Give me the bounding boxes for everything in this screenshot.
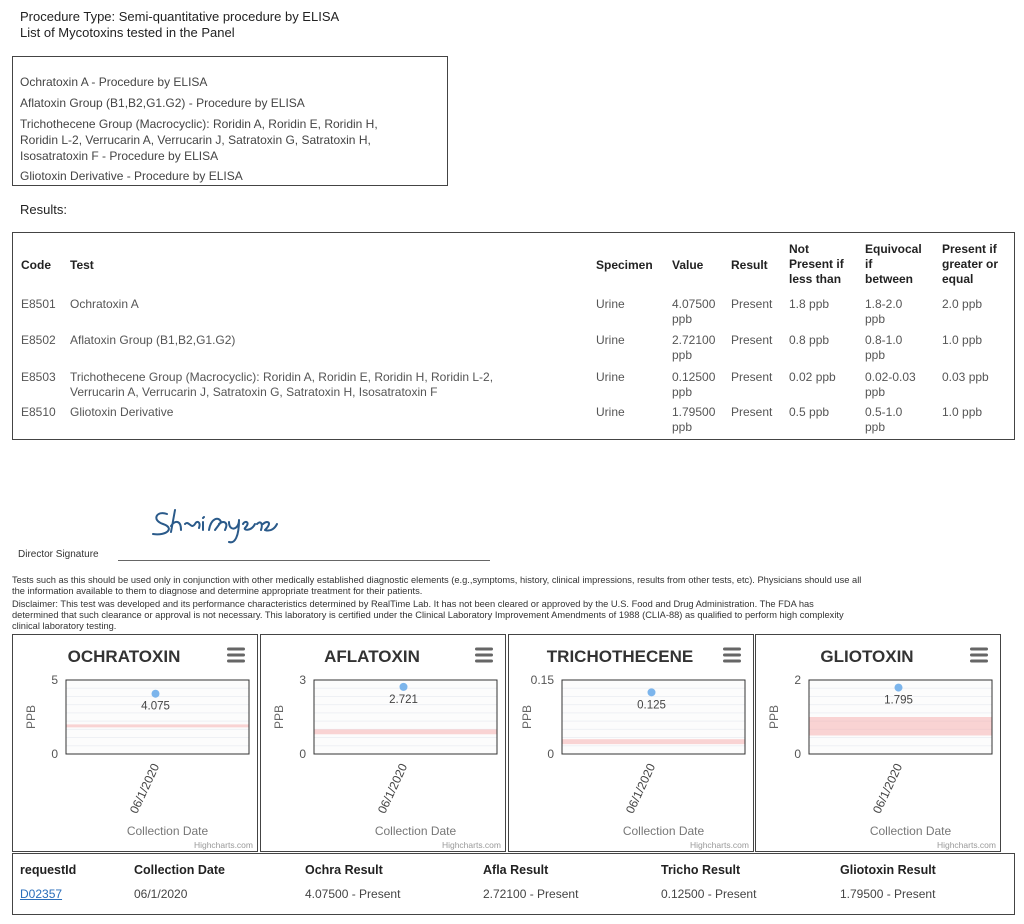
row-not-present: 0.5 ppb xyxy=(789,405,830,419)
col-equivocal xyxy=(865,242,922,287)
row-present: 1.0 ppb xyxy=(942,405,983,419)
signature-line xyxy=(118,560,490,561)
col-present xyxy=(942,242,998,287)
row-equivocal-unit: ppb xyxy=(865,420,886,434)
equivocal-band xyxy=(809,717,992,736)
x-axis-label: Collection Date xyxy=(869,824,952,838)
chart-credit: Highcharts.com xyxy=(689,840,749,850)
fine-print-1: Tests such as this should be used only in conjunction with other medically established diagnostic elements (e.g.,symptoms, history, clinical impressions, results from other tests, etc). Physicians should use all xyxy=(12,575,862,585)
row-specimen: Urine xyxy=(596,370,625,384)
col-not-present-line1: Not xyxy=(789,242,809,256)
row-value-number: 1.79500 xyxy=(672,405,716,419)
menu-icon[interactable] xyxy=(475,648,493,663)
col-equivocal-line2: if xyxy=(865,257,873,271)
y-tick-label: 0 xyxy=(51,747,58,761)
row-test: Gliotoxin Derivative xyxy=(70,405,174,419)
menu-bar xyxy=(970,660,988,663)
col-tricho-result: Tricho Result xyxy=(661,863,741,877)
row-code: E8501 xyxy=(21,297,56,311)
data-label: 4.075 xyxy=(141,700,170,713)
disclaimer-3: clinical laboratory testing. xyxy=(12,621,117,631)
row-specimen: Urine xyxy=(596,405,625,419)
equivocal-band xyxy=(66,724,249,727)
row-specimen: Urine xyxy=(596,333,625,347)
summary-table xyxy=(12,853,1015,915)
row-value xyxy=(672,370,715,400)
disclaimer-1: Disclaimer: This test was developed and its performance characteristics determined by RealTime Lab. It has not been cleared or approved by the U.S. Food and Drug Administration. The FDA has xyxy=(12,599,814,609)
panel-item-aflatoxin: Aflatoxin Group (B1,B2,G1.G2) - Procedure by ELISA xyxy=(20,96,305,110)
y-axis-label: PPB xyxy=(272,704,286,730)
request-id-link[interactable]: D02357 xyxy=(20,887,63,901)
y-tick-label: 3 xyxy=(299,673,306,687)
data-point xyxy=(152,690,160,698)
afla-result-value: 2.72100 - Present xyxy=(483,887,579,901)
row-test xyxy=(70,370,493,400)
ochra-result-value: 4.07500 - Present xyxy=(305,887,401,901)
row-not-present: 1.8 ppb xyxy=(789,297,830,311)
row-value xyxy=(672,333,715,363)
panel-item-trichothecene-line3: Isosatratoxin F - Procedure by ELISA xyxy=(20,149,219,163)
row-code: E8503 xyxy=(21,370,56,384)
director-signature-label: Director Signature xyxy=(18,549,99,560)
row-value xyxy=(672,405,715,435)
y-tick-label: 0.15 xyxy=(530,673,554,687)
col-result: Result xyxy=(731,258,768,272)
col-request-id: requestId xyxy=(20,863,77,877)
row-value-unit: ppb xyxy=(672,348,693,362)
menu-bar xyxy=(970,654,988,657)
fine-print-2: the information available to them to diagnose and determine appropriate treatment for their patients. xyxy=(12,586,423,596)
row-result: Present xyxy=(731,370,773,384)
col-not-present-line2: Present if xyxy=(789,257,844,271)
x-axis-label: Collection Date xyxy=(126,824,209,838)
data-point xyxy=(648,688,656,696)
row-value-unit: ppb xyxy=(672,312,693,326)
row-equivocal-range: 0.8-1.0 xyxy=(865,333,903,347)
data-label: 0.125 xyxy=(637,699,666,712)
chart-gliotoxin xyxy=(755,634,1001,852)
menu-bar xyxy=(723,648,741,651)
col-value: Value xyxy=(672,258,704,272)
disclaimer-2: determined that such clearance or approval is not necessary. This laboratory is certified under the Clinical Laboratory Improvement Amendments of 1988 (CLIA-88) as qualified to perform high complexity xyxy=(12,610,844,620)
row-code: E8510 xyxy=(21,405,56,419)
col-collection-date: Collection Date xyxy=(134,863,225,877)
col-equivocal-line1: Equivocal xyxy=(865,242,922,256)
col-specimen: Specimen xyxy=(596,258,653,272)
row-value-unit: ppb xyxy=(672,420,693,434)
col-not-present xyxy=(789,242,844,287)
chart-ochratoxin xyxy=(12,634,258,852)
tricho-result-value: 0.12500 - Present xyxy=(661,887,757,901)
row-equivocal xyxy=(865,405,902,435)
row-equivocal-range: 0.02-0.03 xyxy=(865,370,916,384)
row-equivocal-range: 1.8-2.0 xyxy=(865,297,903,311)
y-tick-label: 0 xyxy=(794,747,801,761)
y-axis-label: PPB xyxy=(520,704,534,730)
row-equivocal xyxy=(865,333,902,363)
row-test: Ochratoxin A xyxy=(70,297,139,311)
row-present: 0.03 ppb xyxy=(942,370,989,384)
results-label: Results: xyxy=(20,202,67,217)
col-equivocal-line3: between xyxy=(865,272,914,286)
row-equivocal-unit: ppb xyxy=(865,348,886,362)
data-point xyxy=(400,683,408,691)
panel-list-title: List of Mycotoxins tested in the Panel xyxy=(20,25,235,40)
chart-aflatoxin xyxy=(260,634,506,852)
director-signature-image xyxy=(145,500,345,550)
row-value-unit: ppb xyxy=(672,385,693,399)
row-result: Present xyxy=(731,405,773,419)
panel-item-gliotoxin: Gliotoxin Derivative - Procedure by ELISA xyxy=(20,169,243,183)
chart-trichothecene xyxy=(508,634,754,852)
col-gliotoxin-result: Gliotoxin Result xyxy=(840,863,936,877)
chart-credit: Highcharts.com xyxy=(441,840,501,850)
menu-icon[interactable] xyxy=(227,648,245,663)
equivocal-band xyxy=(562,739,745,744)
chart-svg xyxy=(261,635,507,853)
menu-icon[interactable] xyxy=(970,648,988,663)
col-test: Test xyxy=(70,258,94,272)
row-not-present: 0.02 ppb xyxy=(789,370,836,384)
row-code: E8502 xyxy=(21,333,56,347)
row-value-number: 4.07500 xyxy=(672,297,716,311)
x-axis-label: Collection Date xyxy=(374,824,457,838)
col-not-present-line3: less than xyxy=(789,272,842,286)
x-tick-label: 06/1/2020 xyxy=(869,761,906,816)
x-axis-label: Collection Date xyxy=(622,824,705,838)
menu-bar xyxy=(475,648,493,651)
y-tick-label: 0 xyxy=(547,747,554,761)
procedure-type: Procedure Type: Semi-quantitative procedure by ELISA xyxy=(20,9,340,24)
chart-credit: Highcharts.com xyxy=(193,840,253,850)
results-table xyxy=(12,232,1015,440)
x-tick-label: 06/1/2020 xyxy=(374,761,411,816)
row-equivocal-unit: ppb xyxy=(865,312,886,326)
panel-item-trichothecene-line1: Trichothecene Group (Macrocyclic): Roridin A, Roridin E, Roridin H, xyxy=(20,117,378,131)
y-tick-label: 5 xyxy=(51,673,58,687)
row-equivocal xyxy=(865,297,902,327)
row-result: Present xyxy=(731,297,773,311)
col-afla-result: Afla Result xyxy=(483,863,549,877)
row-not-present: 0.8 ppb xyxy=(789,333,830,347)
menu-bar xyxy=(475,660,493,663)
row-equivocal xyxy=(865,370,916,400)
row-value-number: 2.72100 xyxy=(672,333,716,347)
y-tick-label: 2 xyxy=(794,673,801,687)
equivocal-band xyxy=(314,729,497,734)
x-tick-label: 06/1/2020 xyxy=(126,761,163,816)
chart-title: AFLATOXIN xyxy=(324,647,420,666)
row-equivocal-unit: ppb xyxy=(865,385,886,399)
report-header xyxy=(20,9,339,41)
data-point xyxy=(895,684,903,692)
menu-bar xyxy=(227,648,245,651)
gliotoxin-result-value: 1.79500 - Present xyxy=(840,887,936,901)
panel-item-ochratoxin: Ochratoxin A - Procedure by ELISA xyxy=(20,75,208,89)
chart-title: TRICHOTHECENE xyxy=(546,647,694,666)
row-present: 1.0 ppb xyxy=(942,333,983,347)
data-label: 1.795 xyxy=(884,694,913,707)
menu-bar xyxy=(723,654,741,657)
menu-bar xyxy=(475,654,493,657)
row-specimen: Urine xyxy=(596,297,625,311)
chart-svg xyxy=(756,635,1002,853)
menu-bar xyxy=(227,660,245,663)
col-present-line2: greater or xyxy=(942,257,999,271)
row-present: 2.0 ppb xyxy=(942,297,983,311)
col-ochra-result: Ochra Result xyxy=(305,863,383,877)
row-value xyxy=(672,297,715,327)
col-present-line1: Present if xyxy=(942,242,997,256)
collection-date-value: 06/1/2020 xyxy=(134,887,188,901)
y-tick-label: 0 xyxy=(299,747,306,761)
chart-svg xyxy=(13,635,259,853)
row-equivocal-range: 0.5-1.0 xyxy=(865,405,903,419)
chart-title: OCHRATOXIN xyxy=(67,647,181,666)
plot-area xyxy=(314,680,497,754)
row-test-line1: Trichothecene Group (Macrocyclic): Roridin A, Roridin E, Roridin H, Roridin L-2, xyxy=(70,370,494,384)
menu-bar xyxy=(723,660,741,663)
col-present-line3: equal xyxy=(942,272,974,286)
chart-title: GLIOTOXIN xyxy=(820,647,914,666)
menu-bar xyxy=(227,654,245,657)
chart-svg xyxy=(509,635,755,853)
panel-list-box xyxy=(12,56,448,186)
row-test: Aflatoxin Group (B1,B2,G1.G2) xyxy=(70,333,236,347)
menu-icon[interactable] xyxy=(723,648,741,663)
row-result: Present xyxy=(731,333,773,347)
data-label: 2.721 xyxy=(389,693,418,706)
panel-item-trichothecene-line2: Roridin L-2, Verrucarin A, Verrucarin J, Satratoxin G, Satratoxin H, xyxy=(20,133,371,147)
x-tick-label: 06/1/2020 xyxy=(622,761,659,816)
row-value-number: 0.12500 xyxy=(672,370,716,384)
chart-credit: Highcharts.com xyxy=(936,840,996,850)
y-axis-label: PPB xyxy=(24,704,38,730)
col-code: Code xyxy=(21,258,51,272)
menu-bar xyxy=(970,648,988,651)
y-axis-label: PPB xyxy=(767,704,781,730)
row-test-line2: Verrucarin A, Verrucarin J, Satratoxin G, Satratoxin H, Isosatratoxin F xyxy=(70,385,438,399)
